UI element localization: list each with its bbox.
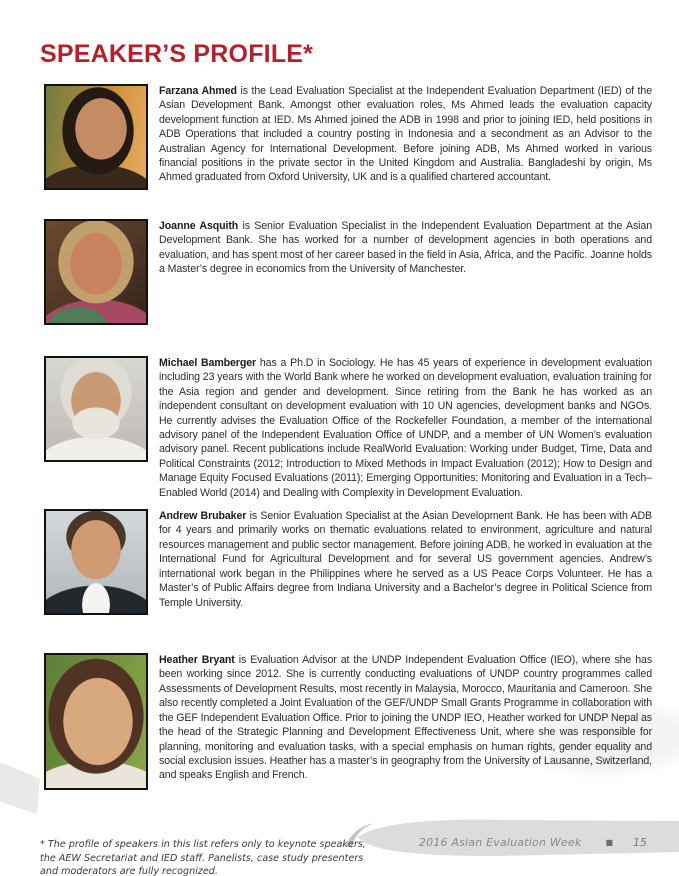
speaker-bio-text: is Evaluation Advisor at the UNDP Independent Evaluation Office (IEO), where she has been working since 2012. She is currently conducting evaluations of UNDP country programmes called Assessments of Development Results, most recently in Malaysia, Morocco, Mauritania and Cameroon. She also recently completed a Joint Evaluation of the GEF/UNDP Small Grants Programme in collaboration with the GEF Independent Evaluation Office. Prior to joining the UNDP IEO, Heather worked for UNDP Nepal as the head of the Strategic Planning and Development Effectiveness Unit, where she was responsible for planning, monitoring and evaluation tasks, with a special emphasis on human rights, gender equality and social exclusion issues. Heather has a master’s in geography from the University of Lausanne, Switzerland, and speaks English and French. xyxy=(159,654,653,782)
speaker-bio-text: is the Lead Evaluation Specialist at the Independent Evaluation Department (IED) of the Asian Development Bank. Amongst other evaluation roles, Ms Ahmed leads the evaluation capacity development function at IED. Ms Ahmed joined the ADB in 1998 and prior to joining IED, held positions in ADB Operations that included a country posting in Indonesia and a secondment as an Advisor to the Australian Agency for International Development. Before joining ADB, Ms Ahmed worked in various financial positions in the private sector in the United Kingdom and Australia. Bangladeshi by origin, Ms Ahmed graduated from Oxford University, UK and is a qualified chartered accountant. xyxy=(159,85,652,184)
speaker-photo-farzana-ahmed xyxy=(44,84,148,190)
footnote: * The profile of speakers in this list refers only to keynote speakers, the AEW Secretariat and IED staff. Panelists, case study presenters and moderators are fully recognized. xyxy=(40,839,366,876)
speaker-bio-text: is Senior Evaluation Specialist in the Independent Evaluation Department at the Asian Development Bank. She has worked for a number of development agencies in both operations and evaluation, and has spent most of her career based in the field in Asia, Africa, and the Pacific. Joanne holds a Master’s degree in economics from the University of Manchester. xyxy=(159,220,652,276)
speaker-bio xyxy=(159,356,652,500)
publication-title: 2016 Asian Evaluation Week xyxy=(418,836,582,849)
speaker-bio xyxy=(159,653,652,783)
speaker-name: Michael Bamberger xyxy=(159,357,257,369)
speaker-profile-joanne-asquith xyxy=(44,219,652,325)
speaker-profile-list xyxy=(0,84,679,790)
footer-right xyxy=(419,836,647,849)
speaker-photo-andrew-brubaker xyxy=(44,509,148,615)
speaker-profile-farzana-ahmed xyxy=(44,84,652,190)
speaker-profile-heather-bryant xyxy=(44,653,652,790)
speaker-profile-michael-bamberger xyxy=(44,356,652,500)
page-title: SPEAKER’S PROFILE* xyxy=(40,40,314,68)
square-separator-icon: ■ xyxy=(605,838,613,847)
speaker-bio-text: is Senior Evaluation Specialist at the Asian Development Bank. He has been with ADB for 4 years and primarily works on thematic evaluations related to environment, agriculture and natural resources management and public sector management. Before joining ADB, he worked in evaluation at the International Fund for Agricultural Development and for several US government agencies. Andrew’s international work began in the Philippines where he served as a US Peace Corps Volunteer. He has a Master’s of Public Affairs degree from Indiana University and a Bachelor’s degree in Political Science from Temple University. xyxy=(159,510,653,609)
speaker-name: Farzana Ahmed xyxy=(159,85,237,97)
speaker-profile-andrew-brubaker xyxy=(44,509,652,615)
speaker-photo-michael-bamberger xyxy=(44,356,148,462)
speaker-photo-heather-bryant xyxy=(44,653,148,790)
speaker-bio xyxy=(159,509,652,610)
speaker-bio-text: has a Ph.D in Sociology. He has 45 years of experience in development evaluation including 23 years with the World Bank where he worked on development evaluation, evaluation training for the Asia region and gender and development. Since retiring from the Bank he has worked as an independent consultant on development evaluation with 10 UN agencies, development banks and NGOs. He currently advises the Evaluation Office of the Rockefeller Foundation, a member of the international advisory panel of the Independent Evaluation Office of UNDP, and a member of UN Women’s evaluation advisory panel. Recent publications include RealWorld Evaluation: Working under Budget, Time, Data and Political Constraints (2012; Introduction to Mixed Methods in Impact Evaluation (2012); How to Design and Manage Equity Focused Evaluations (2011); Emerging Opportunities: Monitoring and Evaluation in a Tech–Enabled World (2014) and Dealing with Complexity in Development Evaluation. xyxy=(159,357,652,499)
speaker-photo-joanne-asquith xyxy=(44,219,148,325)
page-number: 15 xyxy=(633,836,647,849)
speaker-name: Andrew Brubaker xyxy=(159,510,247,523)
speaker-name: Heather Bryant xyxy=(159,654,235,667)
speaker-name: Joanne Asquith xyxy=(159,220,239,232)
speaker-bio xyxy=(159,219,652,277)
speaker-bio xyxy=(159,84,652,185)
